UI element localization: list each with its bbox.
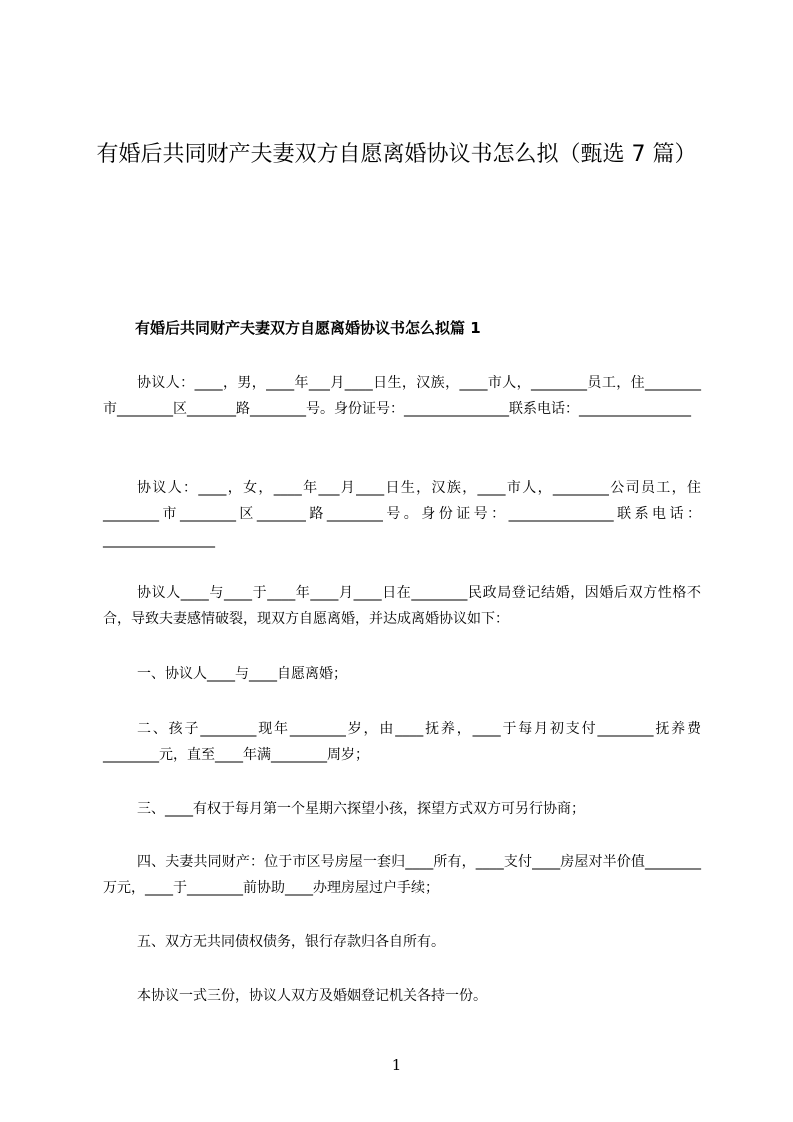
clause-four: 四、夫妻共同财产：位于市区号房屋一套归____所有，____支付____房屋对半价值________万元，____于________前协助____办理房屋过户手续； xyxy=(103,854,701,896)
party-one-paragraph: 协议人：____，男，____年___月____日生，汉族，____市人，________员工，住________市________区_______路________号。身份证号：_______________联系电话：________________ xyxy=(103,375,701,417)
document-title: 有婚后共同财产夫妻双方自愿离婚协议书怎么拟（甄选 7 篇） xyxy=(96,142,697,167)
section-heading: 有婚后共同财产夫妻双方自愿离婚协议书怎么拟篇 1 xyxy=(135,319,481,337)
clause-two: 二、孩子________现年________岁，由____抚养，____于每月初支付________抚养费________元，直至____年满________周岁； xyxy=(103,721,701,763)
clause-three: 三、____有权于每月第一个星期六探望小孩，探望方式双方可另行协商； xyxy=(137,801,585,817)
page-number: 1 xyxy=(391,1056,402,1074)
party-two-paragraph: 协议人：____，女，____年___月____日生，汉族，____市人，________公司员工，住________市________区_______路________号。身份证号：_______________联系电话：________________ xyxy=(103,480,701,548)
clause-one: 一、协议人____与____自愿离婚； xyxy=(137,666,347,682)
copies-clause: 本协议一式三份，协议人双方及婚姻登记机关各持一份。 xyxy=(137,988,487,1004)
clause-five: 五、双方无共同债权债务，银行存款归各自所有。 xyxy=(137,934,445,950)
marriage-registration-paragraph: 协议人____与____于____年____月____日在________民政局登记结婚，因婚后双方性格不合，导致夫妻感情破裂，现双方自愿离婚，并达成离婚协议如下： xyxy=(103,585,701,627)
